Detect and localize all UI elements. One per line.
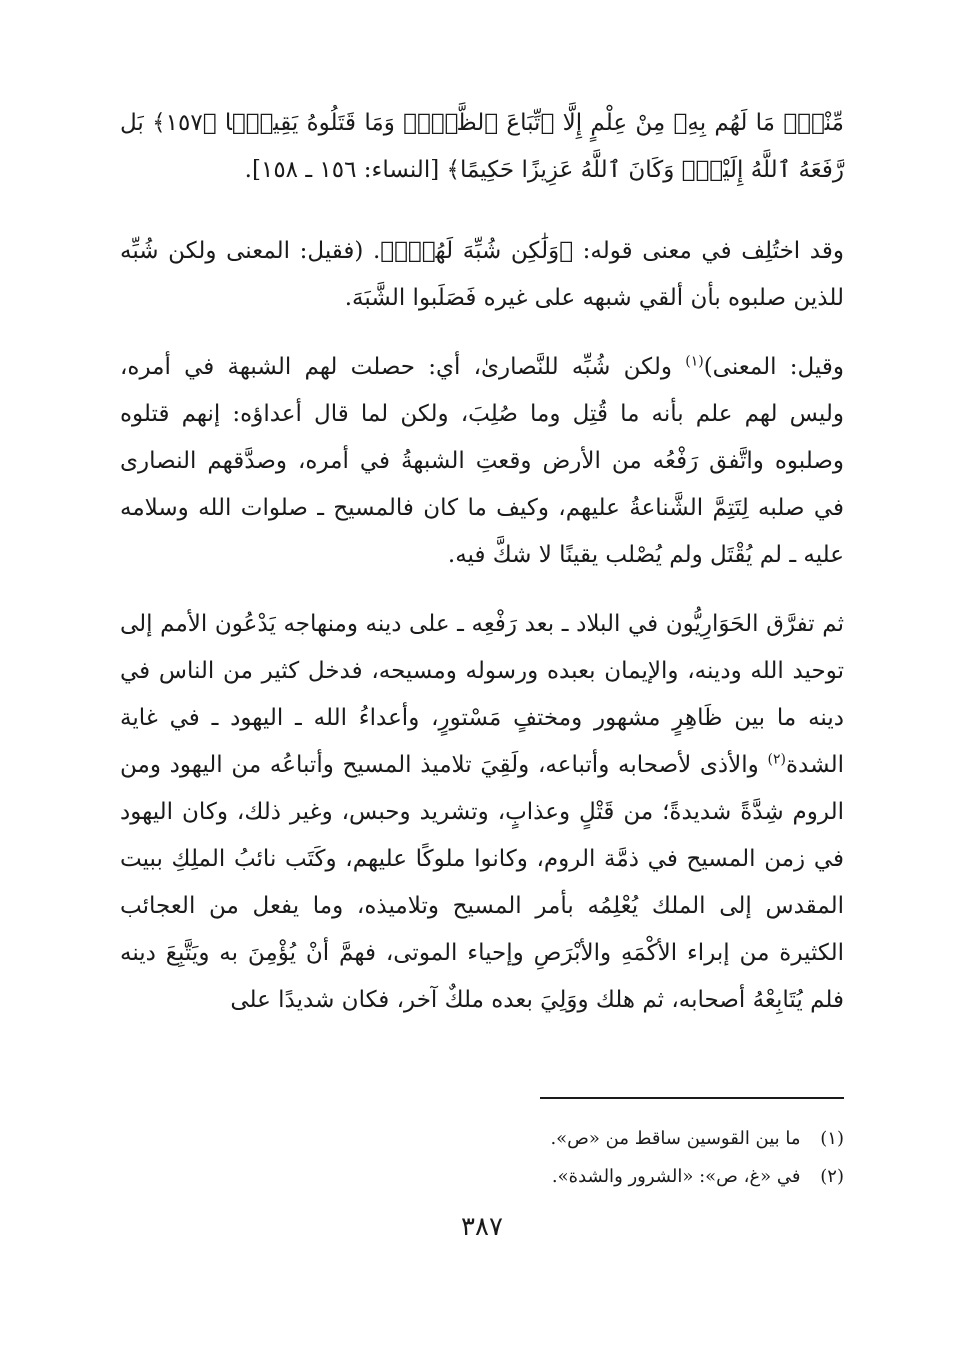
paragraph [120,228,844,322]
paragraph-text: وقد اختُلِف في معنى قوله: ﴿وَلَٰكِن شُبِّهَ لَهُمْۚ﴾. (فقيل: المعنى ولكن شُبِّه للذين صلبوه بأن ألقي شبهه على غيره فَصَلَبوا الشَّبَهَ. [120,238,844,311]
paragraph-text: وقيل: المعنى) [703,354,844,380]
footnote-text: في «غ، ص»: «الشرور والشدة». [551,1166,801,1187]
footnote-ref: (١) [685,353,704,370]
verse-text: مِّنْهُۚ مَا لَهُم بِهِۦ مِنْ عِلْمٍ إِلَّا ٱتِّبَاعَ ٱلظَّنِّۚ وَمَا قَتَلُوهُ يَقِينًۢا ﴿١٥٧﴾ بَل رَّفَعَهُ ٱللَّهُ إِلَيْهِۚ وَكَانَ ٱللَّهُ عَزِيزًا حَكِيمًا﴾ [120,110,845,183]
quran-verse [120,100,844,194]
paragraph [120,601,844,1024]
paragraph-text: والأذى لأصحابه وأتباعه، ولَقِيَ تلاميذ المسيح وأتباعُه من اليهود ومن الروم شِدَّةً شديدةً؛ من قَتْلٍ وعذابٍ، وتشريد وحبس، وغير ذلك، وكان اليهود في زمن المسيح في ذمَّة الروم، وكانوا ملوكًا عليهم، وكَتَب نائبُ الملِكِ ببيت المقدس إلى الملك يُعْلِمُه بأمر المسيح وتلاميذه، وما يفعل من العجائب الكثيرة من إبراء الأكْمَهِ والأبْرَصِ وإحياء الموتى، فهمَّ أنْ يُؤْمِنَ به ويَتَّبِعَ دينه فلم يُتَابِعْهُ أصحابه، ثم هلك ووَلِيَ بعده ملكٌ آخر، فكان شديدًا على [120,752,844,1013]
paragraph-gap [120,206,844,228]
footnote [400,1158,844,1196]
paragraph-gap [120,322,844,344]
footnote [400,1120,844,1158]
paragraph [120,344,844,579]
footnote-number: (١) [820,1128,844,1149]
paragraph-text: ولكن شُبِّه للنَّصارىٰ، أي: حصلت لهم الشبهة في أمره، وليس لهم علم بأنه ما قُتِل وما صُلِبَ، ولكن لما قال أعداؤه: إنهم قتلوه وصلبوه واتَّفق رَفْعُه من الأرض وقعتِ الشبهةُ في أمره، وصدَّقهم النصارى في صلبه لِتَتِمَّ الشَّناعةُ عليهم، وكيف ما كان فالمسيح ـ صلوات الله وسلامه عليه ـ لم يُقْتَل ولم يُصْلب يقينًا لا شكَّ فيه. [120,354,844,568]
footnote-text: ما بين القوسين ساقط من «ص». [550,1128,801,1149]
page-body [120,100,844,1024]
paragraph-gap [120,579,844,601]
paragraph-text: ثم تفرَّق الحَوَارِيُّون في البلاد ـ بعد رَفْعِه ـ على دينه ومنهاجه يَدْعُون الأمم إلى توحيد الله ودينه، والإيمان بعبده ورسوله ومسيحه، فدخل كثير من الناس في دينه ما بين ظَاهِرٍ مشهور ومختفٍ مَسْتورٍ، وأعداءُ الله ـ اليهود ـ في غاية الشدة [120,611,844,778]
verse-citation: [النساء: ١٥٦ ـ ١٥٨]. [244,157,440,183]
footnote-number: (٢) [820,1166,844,1187]
footnotes [400,1120,844,1196]
footnote-divider [540,1097,844,1099]
page-number: ٣٨٧ [461,1212,503,1242]
footnote-ref: (٢) [767,751,786,768]
